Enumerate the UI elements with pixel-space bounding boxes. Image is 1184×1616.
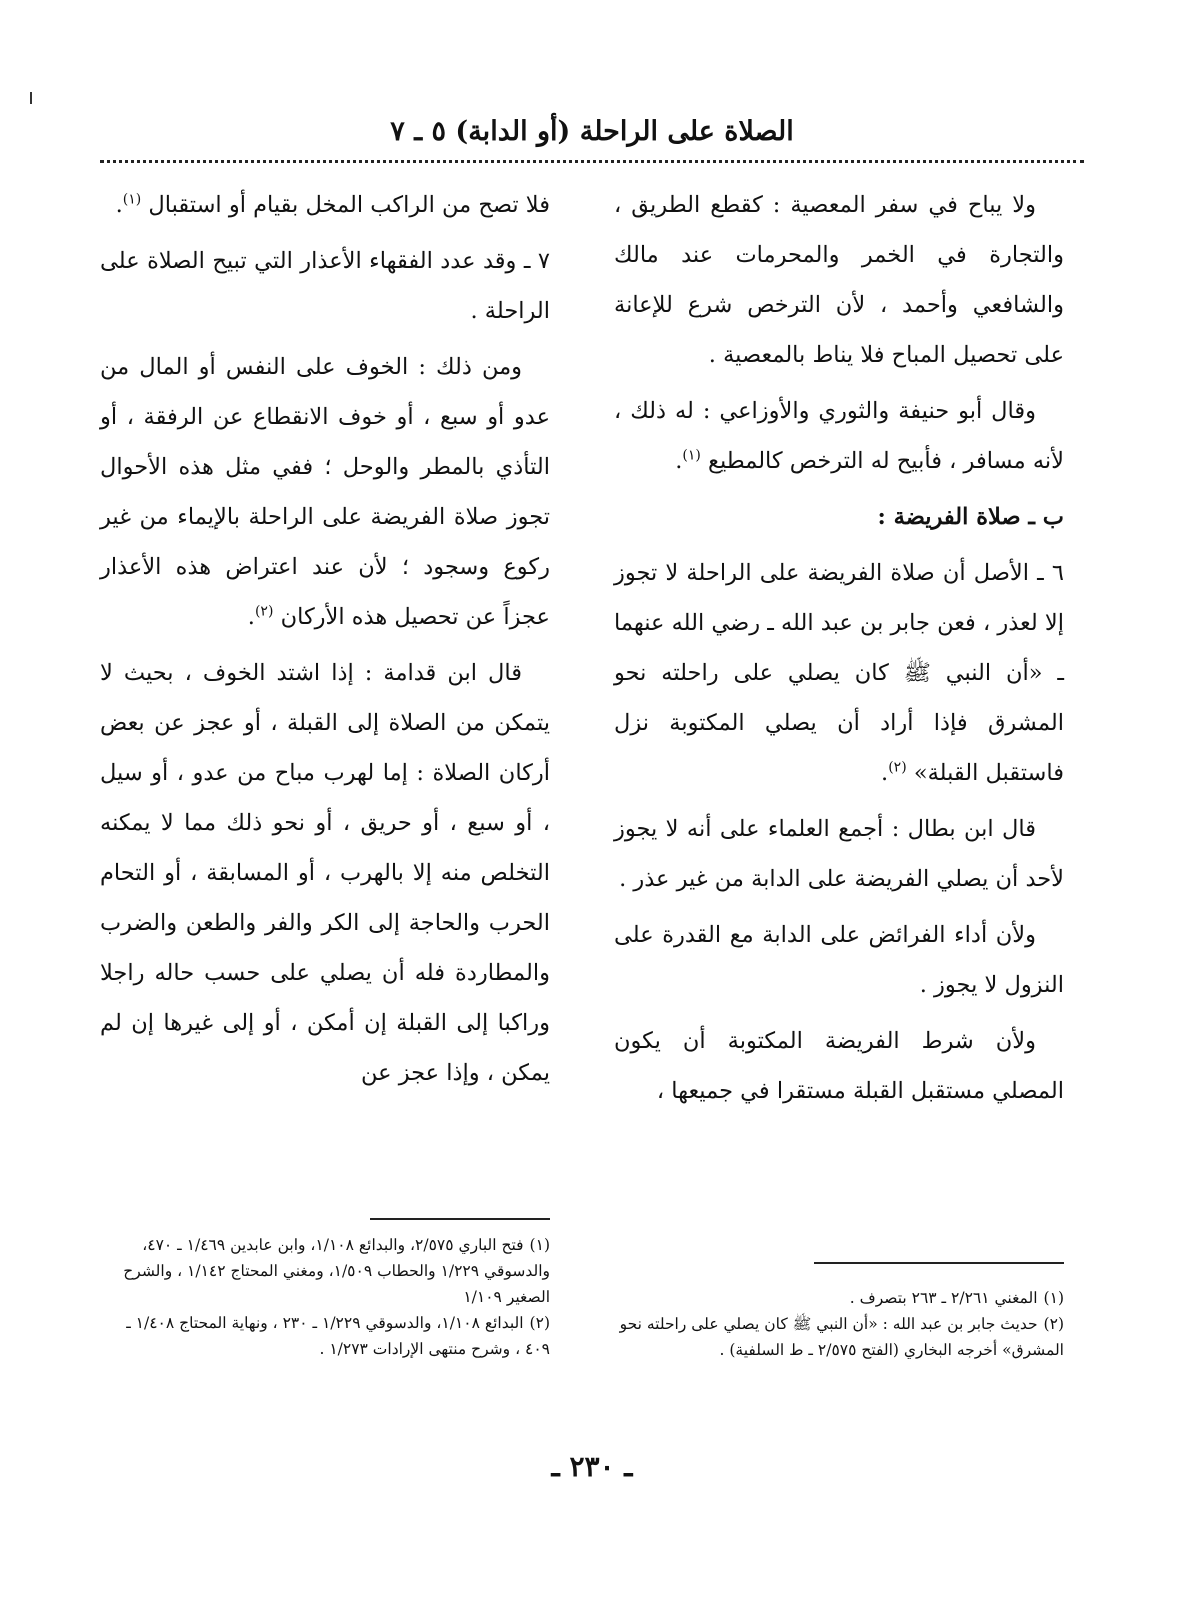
paragraph-text: ٦ ـ الأصل أن صلاة الفريضة على الراحلة لا تجوز إلا لعذر ، فعن جابر بن عبد الله ـ رضي الله عنهما ـ «أن النبي ﷺ كان يصلي على راحلته نحو المشرق فإذا أراد أن يصلي المكتوبة نزل فاستقبل القبلة» [614,560,1064,786]
footnote-reference: (٢) [888,759,907,776]
footnote-number: (٢) [529,1314,550,1332]
paragraph-text: فلا تصح من الراكب المخل بقيام أو استقبال [148,192,550,218]
footnote-text: فتح الباري ٢/٥٧٥، والبدائع ١/١٠٨، وابن عابدين ١/٤٦٩ ـ ٤٧٠، والدسوقي ١/٢٢٩ والحطاب ١/٥٠٩، ومغني المحتاج ١/١٤٢ ، والشرح الصغير ١/١٠٩ [123,1236,550,1306]
page-number: ـ ٢٣٠ ـ [551,1450,633,1483]
header-divider [100,160,1084,163]
footnote-reference: (١) [122,191,142,208]
footnote-text: حديث جابر بن عبد الله : «أن النبي ﷺ كان يصلي على راحلته نحو المشرق» أخرجه البخاري (الفتح ٢/٥٧٥ ـ ط السلفية) . [619,1315,1064,1359]
footnote-reference: (٢) [254,603,274,620]
left-column [100,180,550,1104]
paragraph-end: . [115,192,123,218]
footnote [614,1311,1064,1363]
footnote-divider [814,1262,1064,1264]
footnote-divider [370,1218,550,1220]
paragraph: ولأن أداء الفرائض على الدابة مع القدرة على النزول لا يجوز . [614,922,1064,998]
footnote-text: المغني ٢/٢٦١ ـ ٢٦٣ بتصرف . [849,1289,1038,1307]
paragraph [100,180,550,230]
footnote-reference: (١) [682,447,701,464]
paragraph [100,342,550,642]
margin-mark [30,92,32,104]
paragraph: قال ابن قدامة : إذا اشتد الخوف ، بحيث لا يتمكن من الصلاة إلى القبلة ، أو عجز عن بعض أركان الصلاة : إما لهرب مباح من عدو ، أو سيل ، أو سبع ، أو حريق ، أو نحو ذلك مما لا يمكنه التخلص منه إلا بالهرب ، أو المسابقة ، أو التحام الحرب والحاجة إلى الكر والفر والطعن والضرب والمطاردة فله أن يصلي على حسب حاله راجلا وراكبا إلى القبلة إن أمكن ، أو إلى غيرها إن لم يمكن ، وإذا عجز عن [100,660,550,1086]
footnotes-left [100,1232,550,1362]
paragraph-end: . [675,448,683,474]
right-column [614,180,1064,1122]
paragraph-end: . [247,604,255,630]
footnote-number: (١) [1043,1289,1064,1307]
section-heading: ب ـ صلاة الفريضة : [877,504,1064,530]
paragraph: ولأن شرط الفريضة المكتوبة أن يكون المصلي مستقبل القبلة مستقرا في جميعها ، [614,1028,1064,1104]
paragraph [614,180,1064,380]
footnote [100,1232,550,1310]
footnote-text: البدائع ١/١٠٨، والدسوقي ١/٢٢٩ ـ ٢٣٠ ، ونهاية المحتاج ١/٤٠٨ ـ ٤٠٩ ، وشرح منتهى الإرادات ١/٢٧٣ . [126,1314,550,1358]
footnotes-right [614,1285,1064,1363]
paragraph-end: . [881,760,889,786]
footnote [614,1285,1064,1311]
paragraph-text: وقال أبو حنيفة والثوري والأوزاعي : له ذلك ، لأنه مسافر ، فأبيح له الترخص كالمطيع [614,398,1064,474]
page-title: الصلاة على الراحلة (أو الدابة) ٥ ـ ٧ [390,116,794,147]
footnote-number: (١) [529,1236,550,1254]
paragraph-text: ولا يباح في سفر المعصية : كقطع الطريق ، والتجارة في الخمر والمحرمات عند مالك والشافعي وأحمد ، لأن الترخص شرع للإعانة على تحصيل المباح فلا يناط بالمعصية . [614,192,1064,368]
footnote-number: (٢) [1043,1315,1064,1333]
paragraph: ٧ ـ وقد عدد الفقهاء الأعذار التي تبيح الصلاة على الراحلة . [100,248,550,324]
paragraph [614,548,1064,798]
paragraph-text: ومن ذلك : الخوف على النفس أو المال من عدو أو سبع ، أو خوف الانقطاع عن الرفقة ، أو التأذي بالمطر والوحل ؛ ففي مثل هذه الأحوال تجوز صلاة الفريضة على الراحلة بالإيماء من غير ركوع وسجود ؛ لأن عند اعتراض هذه الأعذار عجزاً عن تحصيل هذه الأركان [100,354,550,630]
paragraph [614,386,1064,486]
paragraph: قال ابن بطال : أجمع العلماء على أنه لا يجوز لأحد أن يصلي الفريضة على الدابة من غير عذر . [614,816,1064,892]
footnote [100,1310,550,1362]
